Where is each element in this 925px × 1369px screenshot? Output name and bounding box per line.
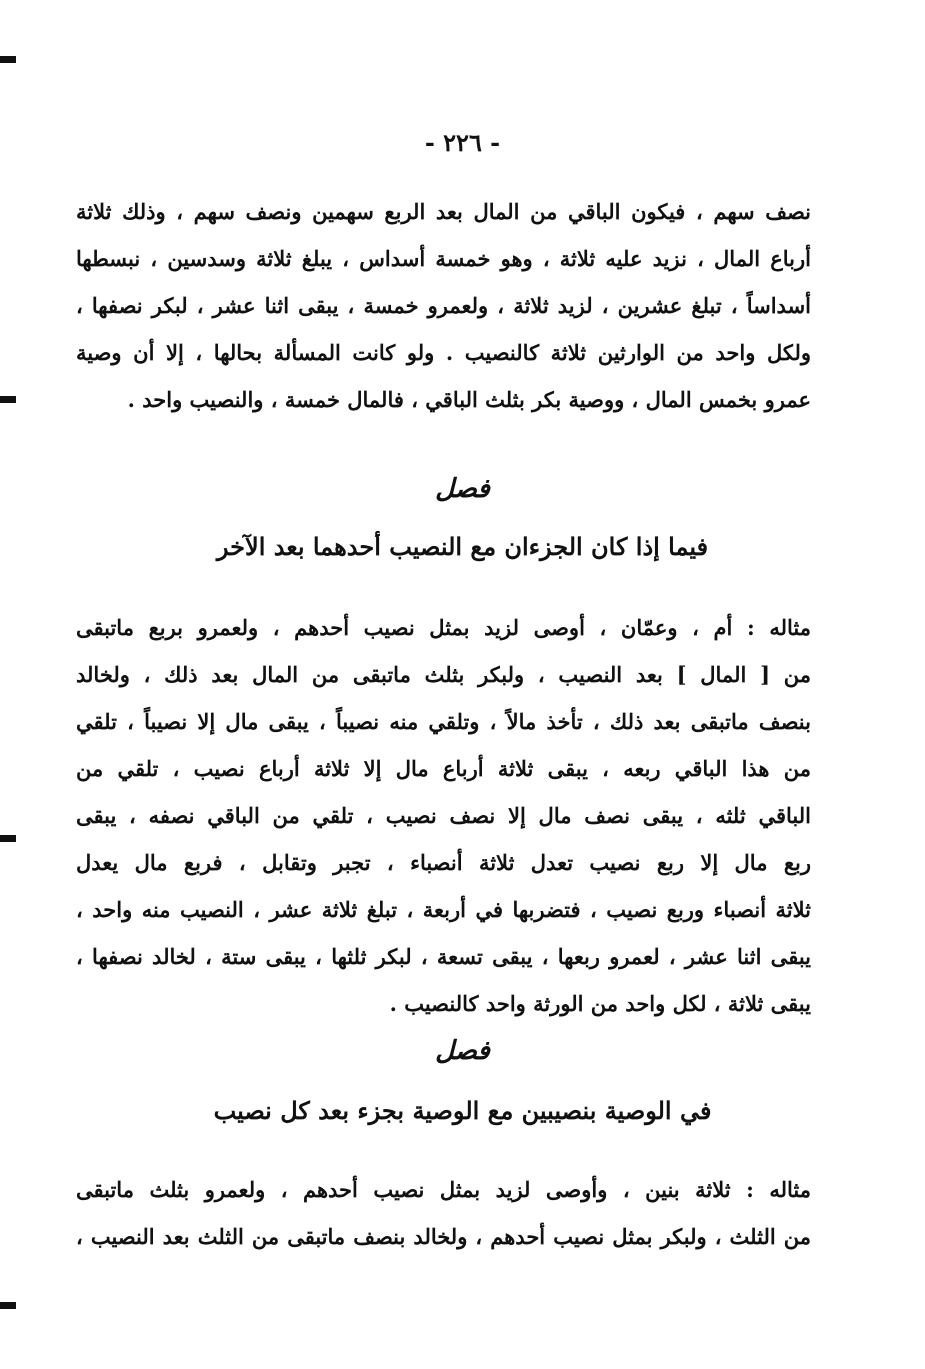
scan-edge-mark [0,835,16,842]
paragraph-1 [76,188,811,423]
text-line: يبقى اثنا عشر ، لعمرو ربعها ، يبقى تسعة ، لبكر ثلثها ، يبقى ستة ، لخالد نصفها ، [76,944,811,969]
paragraph-3 [76,1166,811,1260]
section-label: فصل [435,1036,490,1066]
text-line: مثاله : ثلاثة بنين ، وأوصى لزيد بمثل نصيب أحدهم ، ولعمرو بثلث ماتبقى [76,1177,811,1202]
section-label: فصل [435,474,490,504]
text-line: مثاله : أم ، وعمّان ، أوصى لزيد بمثل نصيب أحدهم ، ولعمرو بربع ماتبقى [76,615,811,640]
text-line: ثلاثة أنصباء وربع نصيب ، فتضربها في أربعة ، تبلغ ثلاثة عشر ، النصيب منه واحد ، [76,897,811,922]
text-line: أرباع المال ، نزيد عليه ثلاثة ، وهو خمسة أسداس ، يبلغ ثلاثة وسدسين ، نبسطها [76,246,811,271]
section-heading: في الوصية بنصيبين مع الوصية بجزء بعد كل نصيب [213,1096,712,1125]
section-heading: فيما إذا كان الجزءان مع النصيب أحدهما بعد الآخر [216,532,709,561]
text-line: من الثلث ، ولبكر بمثل نصيب أحدهم ، ولخالد بنصف ماتبقى من الثلث بعد النصيب ، [76,1224,811,1249]
text-line: ولكل واحد من الوارثين ثلاثة كالنصيب . ولو كانت المسألة بحالها ، إلا أن وصية [76,340,811,365]
page-number: - ٢٢٦ - [424,128,501,157]
text-line: الباقي ثلثه ، يبقى نصف مال إلا نصف نصيب ، تلقي من الباقي نصفه ، يبقى [76,803,811,828]
scan-edge-mark [0,56,16,63]
text-line: نصف سهم ، فيكون الباقي من المال بعد الربع سهمين ونصف سهم ، وذلك ثلاثة [76,199,811,224]
text-line: عمرو بخمس المال ، ووصية بكر بثلث الباقي ، فالمال خمسة ، والنصيب واحد . [127,387,811,412]
text-line: من [ المال ] بعد النصيب ، ولبكر بثلث ماتبقى من المال بعد ذلك ، ولخالد [76,662,811,687]
text-line: بنصف ماتبقى بعد ذلك ، تأخذ مالاً ، وتلقي منه نصيباً ، يبقى مال إلا نصيباً ، تلقي [76,709,811,734]
scan-edge-mark [0,396,16,403]
paragraph-2 [76,604,811,1027]
text-line: يبقى ثلاثة ، لكل واحد من الورثة واحد كالنصيب . [389,991,811,1016]
text-line: من هذا الباقي ربعه ، يبقى ثلاثة أرباع مال إلا ثلاثة أرباع نصيب ، تلقي من [76,756,811,781]
text-line: ربع مال إلا ربع نصيب تعدل ثلاثة أنصباء ، تجبر وتقابل ، فربع مال يعدل [76,850,811,875]
text-line: أسداساً ، تبلغ عشرين ، لزيد ثلاثة ، ولعمرو خمسة ، يبقى اثنا عشر ، لبكر نصفها ، [76,293,811,318]
scan-edge-mark [0,1302,16,1309]
